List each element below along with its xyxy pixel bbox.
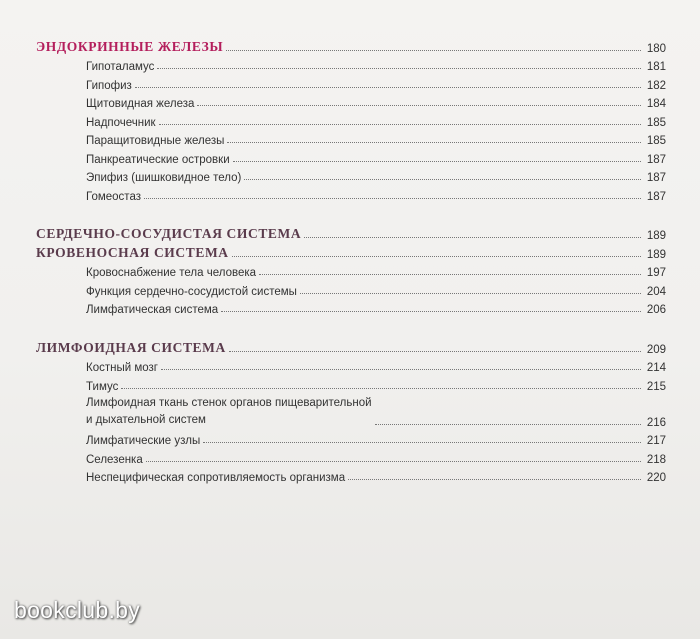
toc-heading-row[interactable] [36,242,666,261]
toc-page-number: 187 [646,153,666,166]
dot-leader [121,388,641,389]
toc-entry-title: Функция сердечно-сосудистой системы [86,285,297,298]
dot-leader [227,142,641,143]
dot-leader [375,424,641,425]
toc-entry-title: Лимфатическая система [86,304,219,316]
toc-page-number: 187 [646,190,666,203]
toc-page-number: 189 [646,230,666,242]
toc-entry-row[interactable] [36,129,666,148]
toc-entry-row[interactable] [36,184,666,203]
dot-leader [232,256,641,257]
toc-entry-title: Лимфоидная ткань стенок органов пищеварительной и дыхательной систем [86,396,372,426]
toc-page-number: 218 [646,453,666,466]
toc-entry-row[interactable] [36,261,666,280]
dot-leader [233,161,641,162]
dot-leader [135,87,641,88]
toc-entry-title: Селезенка [86,453,143,466]
toc-entry-row[interactable] [36,110,666,129]
dot-leader [259,274,641,275]
toc-section [36,224,666,317]
toc-heading-row[interactable] [36,36,666,55]
toc-entry-row[interactable] [36,298,666,317]
dot-leader [229,351,641,352]
toc-heading-row[interactable] [36,224,666,243]
toc-entry-title: Кровоснабжение тела человека [86,267,257,279]
toc-page-number: 197 [646,267,666,279]
toc-section [36,36,666,203]
dot-leader [300,293,641,294]
toc-page-number: 180 [646,42,666,55]
toc-entry-title: Щитовидная железа [86,98,195,110]
toc-entry-title: Эпифиз (шишковидное тело) [86,172,242,184]
toc-page-number: 215 [646,380,666,393]
toc-entry-row[interactable] [36,92,666,111]
toc-section [36,337,666,484]
toc-page-number: 204 [646,285,666,298]
toc-entry-row[interactable] [36,55,666,74]
toc-entry-title: Гипоталамус [86,61,155,73]
toc-entry-title: Лимфатические узлы [86,435,201,447]
toc-page-number: 182 [646,79,666,92]
toc-entry-row[interactable] [36,429,666,448]
toc-entry-title: Паращитовидные железы [86,135,225,147]
table-of-contents [36,36,666,505]
dot-leader [203,442,641,443]
toc-entry-row[interactable] [36,73,666,92]
toc-page-number: 181 [646,61,666,73]
toc-page-number: 214 [646,362,666,374]
toc-entry-title: Гомеостаз [86,190,141,203]
dot-leader [348,479,641,480]
toc-page-number: 184 [646,98,666,110]
dot-leader [304,237,641,238]
dot-leader [146,461,641,462]
dot-leader [161,369,641,370]
toc-entry-row[interactable] [36,466,666,485]
toc-page-number: 189 [646,248,666,261]
toc-entry-row[interactable] [36,374,666,393]
toc-heading-title: КРОВЕНОСНАЯ СИСТЕМА [36,244,229,260]
toc-page-number: 216 [646,416,666,429]
toc-entry-row[interactable] [36,447,666,466]
toc-entry-row[interactable] [36,393,666,429]
toc-page-number: 185 [646,135,666,147]
watermark-text: bookclub.by [14,597,141,623]
dot-leader [221,311,641,312]
toc-heading-title: ЛИМФОИДНАЯ СИСТЕМА [36,339,226,355]
toc-heading-title: ЭНДОКРИННЫЕ ЖЕЛЕЗЫ [36,38,224,54]
dot-leader [197,105,641,106]
toc-entry-title: Панкреатические островки [86,153,230,166]
toc-entry-row[interactable] [36,356,666,375]
toc-entry-title: Гипофиз [86,79,132,92]
toc-entry-row[interactable] [36,147,666,166]
toc-page-number: 185 [646,116,666,129]
toc-page-number: 220 [646,472,666,484]
dot-leader [226,50,641,51]
toc-heading-title: СЕРДЕЧНО-СОСУДИСТАЯ СИСТЕМА [36,226,302,241]
toc-heading-row[interactable] [36,337,666,356]
dot-leader [144,198,641,199]
dot-leader [159,124,641,125]
toc-entry-title: Неспецифическая сопротивляемость организма [86,472,346,484]
toc-page-number: 209 [646,343,666,356]
dot-leader [244,179,641,180]
toc-entry-title: Тимус [86,380,119,393]
toc-entry-row[interactable] [36,166,666,185]
toc-page-number: 187 [646,172,666,184]
toc-page-number: 206 [646,304,666,316]
toc-entry-row[interactable] [36,279,666,298]
toc-entry-title: Костный мозг [86,362,158,374]
toc-entry-title: Надпочечник [86,116,156,129]
dot-leader [157,68,641,69]
toc-page-number: 217 [646,435,666,447]
